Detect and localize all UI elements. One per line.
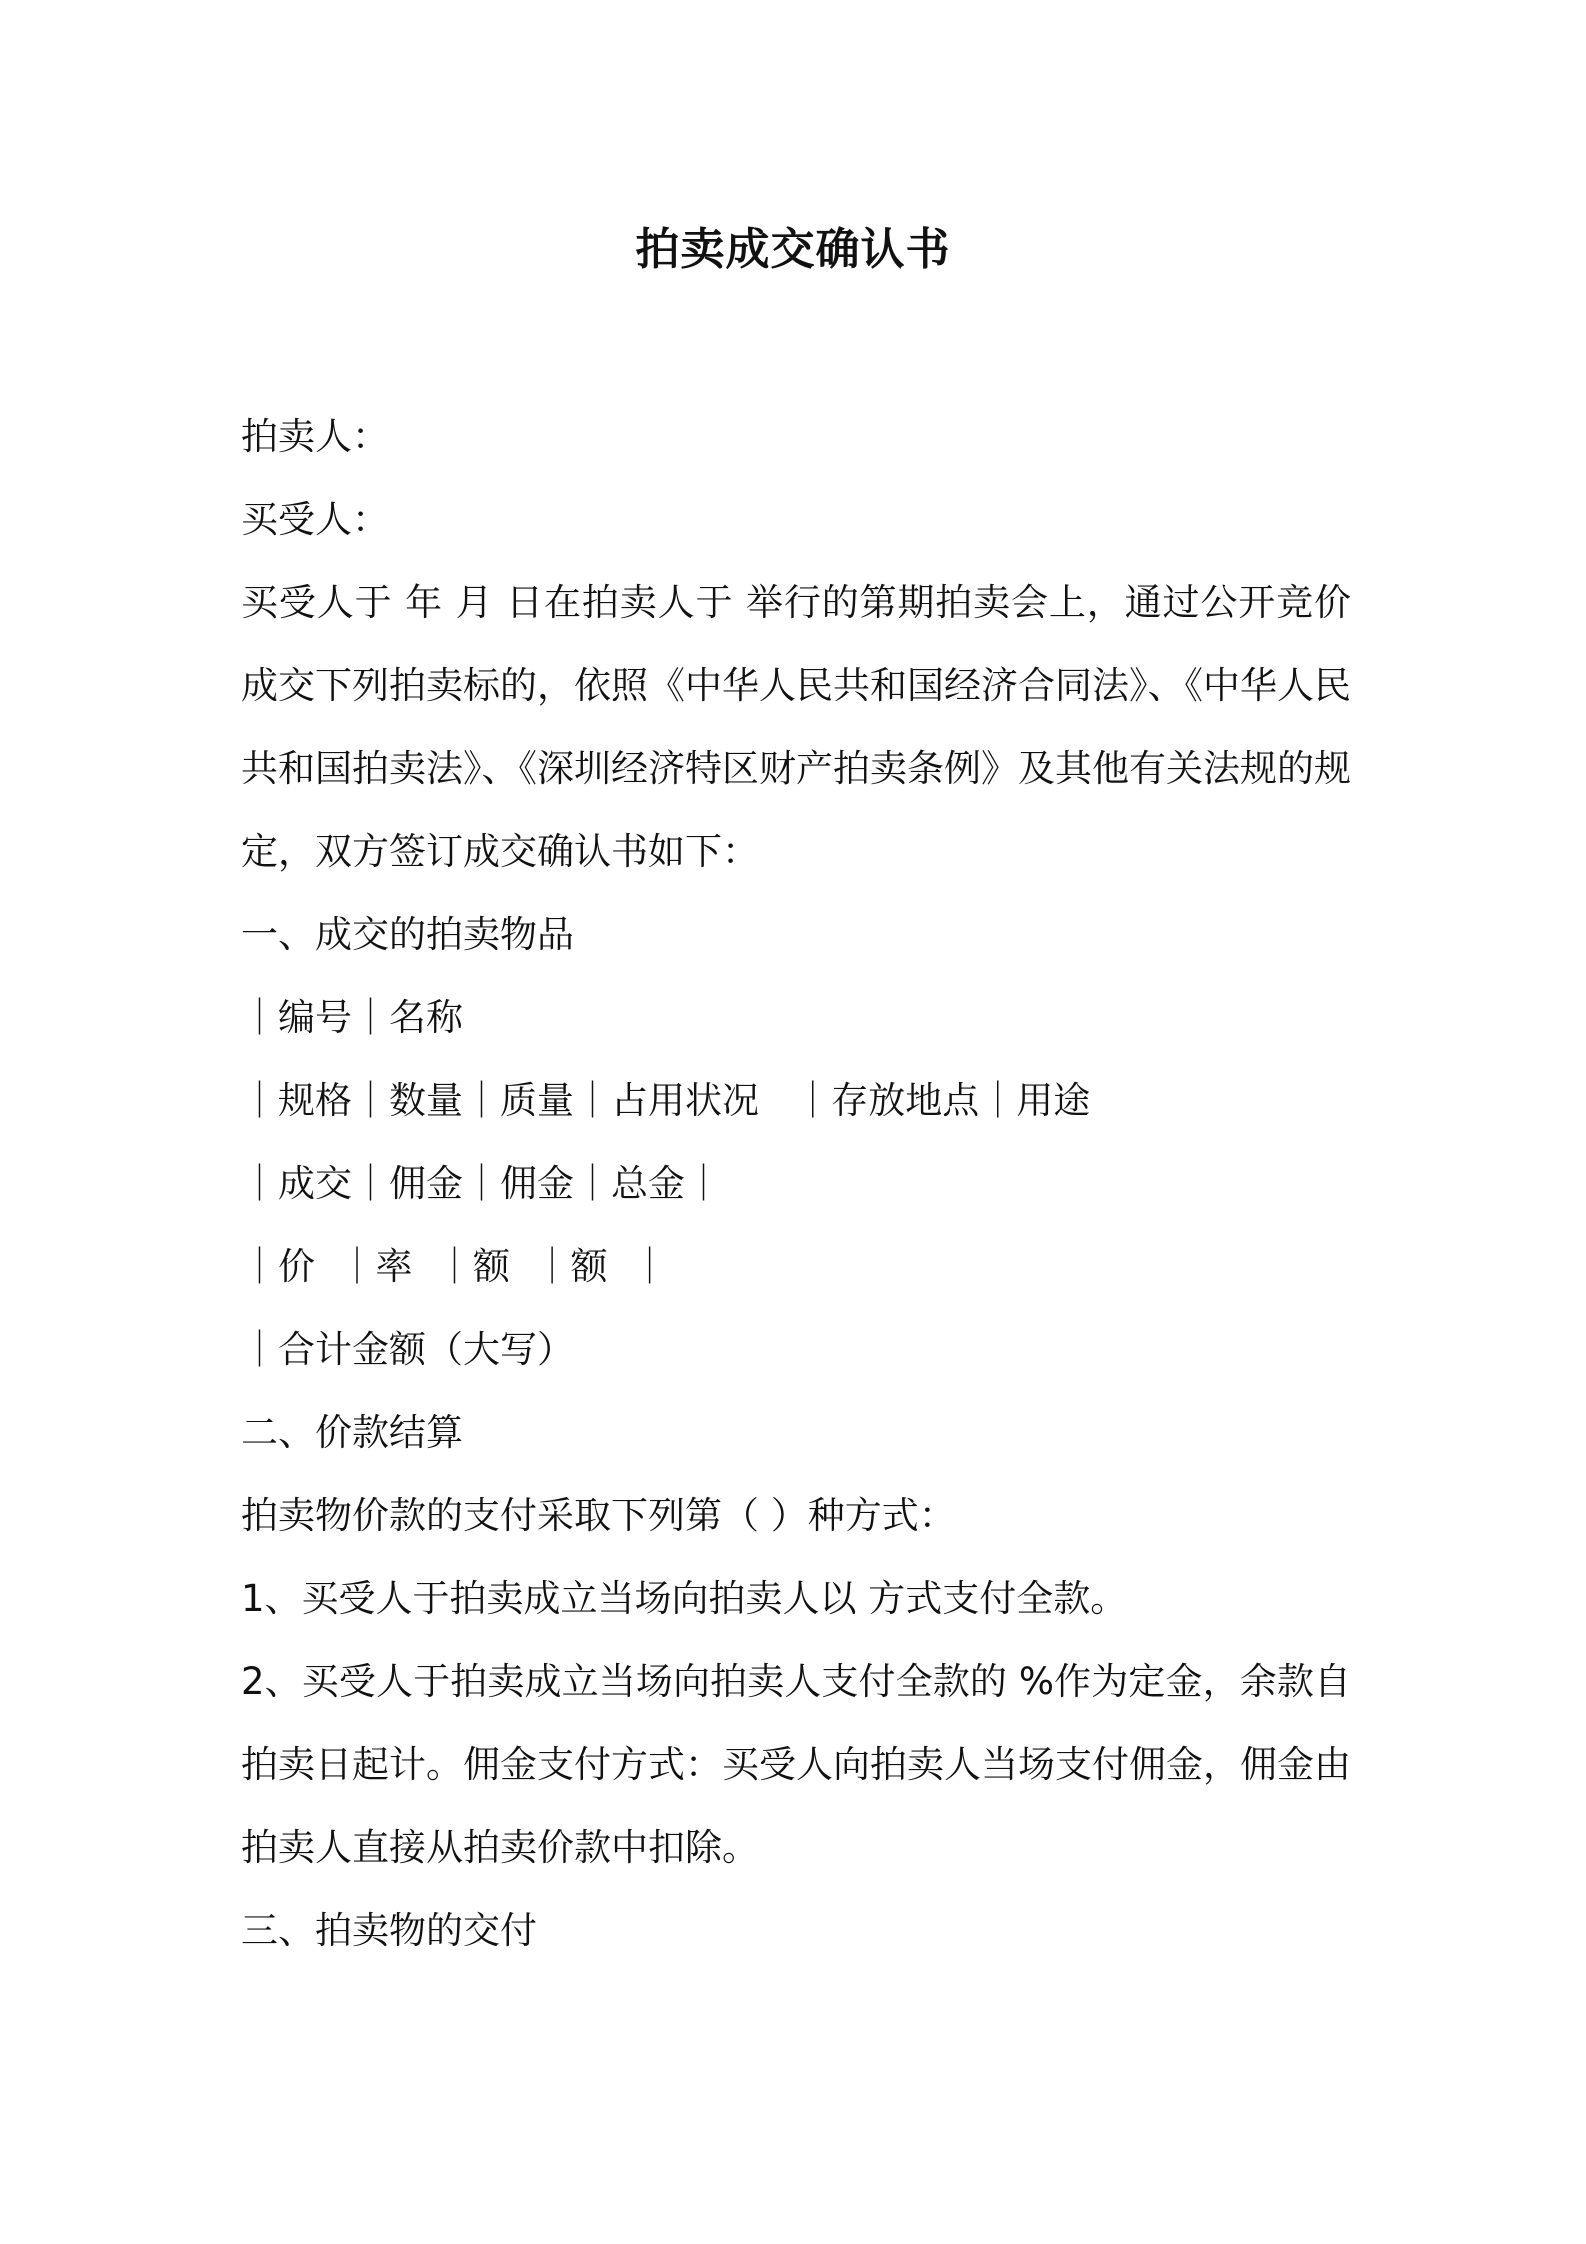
table-row: ｜规格｜数量｜质量｜占用状况 ｜存放地点｜用途 [241,1079,1091,1122]
payment-option-2: 2、买受人于拍卖成立当场向拍卖人支付全款的 %作为定金，余款自拍卖日起计。佣金支付方式：买受人向拍卖人当场支付佣金，佣金由拍卖人直接从拍卖价款中扣除。 [241,1660,1351,1869]
table-row: ｜编号｜名称 [241,996,463,1039]
document-title: 拍卖成交确认书 [635,224,951,275]
section-heading-2: 二、价款结算 [241,1411,463,1454]
intro-paragraph: 买受人于 年 月 日在拍卖人于 举行的第期拍卖会上，通过公开竞价成交下列拍卖标的，依照《中华人民共和国经济合同法》、《中华人民共和国拍卖法》、《深圳经济特区财产拍卖条例》及其他有关法规的规定，双方签订成交确认书如下： [241,581,1351,873]
table-row: ｜成交｜佣金｜佣金｜总金｜ [241,1162,722,1205]
buyer-line: 买受人： [241,498,389,541]
table-row: ｜合计金额（大写） [241,1328,574,1371]
section-heading-1: 一、成交的拍卖物品 [241,913,574,956]
auctioneer-line: 拍卖人： [241,415,389,458]
section-heading-3: 三、拍卖物的交付 [241,1909,537,1952]
table-row: ｜价 ｜率 ｜额 ｜额 ｜ [241,1245,669,1288]
payment-choice-line: 拍卖物价款的支付采取下列第（ ）种方式： [241,1494,956,1537]
document-body [241,395,1351,1972]
payment-option-1: 1、买受人于拍卖成立当场向拍卖人以 方式支付全款。 [241,1577,1128,1620]
